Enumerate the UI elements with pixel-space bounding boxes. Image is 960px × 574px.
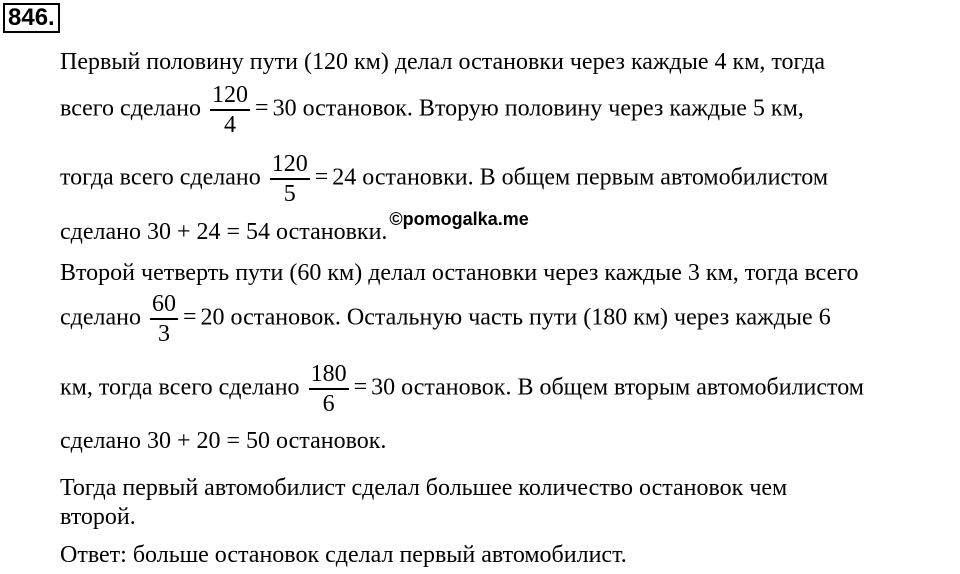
p1-line-1: Первый половину пути (120 км) делал остановки через каждые 4 км, тогда xyxy=(60,49,826,75)
fraction-120-4 xyxy=(210,81,250,139)
p2-line-4: сделано 30 + 20 = 50 остановок. xyxy=(60,428,387,454)
problem-number: 846. xyxy=(3,3,60,33)
p1-line-3 xyxy=(60,150,828,208)
p2-line-2-after: остановок. Остальную часть пути (180 км) через каждые 6 xyxy=(230,304,831,331)
p2-line-3-after: остановок. В общем вторым автомобилистом xyxy=(401,374,864,401)
denominator: 3 xyxy=(158,320,170,347)
equals-sign: = xyxy=(255,95,269,122)
p2-line-1: Второй четверть пути (60 км) делал остановки через каждые 3 км, тогда всего xyxy=(60,260,859,286)
p1-line-4 xyxy=(60,209,529,247)
fraction-120-5 xyxy=(270,150,310,208)
numerator: 60 xyxy=(152,291,176,317)
fraction-result: 20 xyxy=(200,304,225,331)
denominator: 4 xyxy=(224,111,237,138)
p2-line-3 xyxy=(60,360,864,418)
numerator: 120 xyxy=(271,151,308,177)
equals-sign: = xyxy=(314,164,329,191)
equals-sign: = xyxy=(183,304,197,331)
fraction-60-3 xyxy=(150,290,178,348)
p2-line-2-before: сделано xyxy=(60,304,141,331)
p1-line-2 xyxy=(60,81,804,139)
numerator: 120 xyxy=(212,82,249,108)
fraction-180-6 xyxy=(309,360,349,418)
p3-line-1: Тогда первый автомобилист сделал большее количество остановок чем xyxy=(60,475,788,501)
p3-line-2: второй. xyxy=(60,504,136,530)
fraction-result: 30 xyxy=(272,95,297,122)
fraction-result: 24 xyxy=(332,164,357,191)
answer-line: Ответ: больше остановок сделал первый автомобилист. xyxy=(60,542,627,568)
equals-sign: = xyxy=(353,374,368,401)
p2-line-3-before: км, тогда всего сделано xyxy=(60,374,300,401)
denominator: 6 xyxy=(322,390,335,417)
p1-line-2-after: остановок. Вторую половину через каждые 5 км, xyxy=(302,95,804,122)
p1-line-3-after: остановки. В общем первым автомобилистом xyxy=(362,164,829,191)
p1-line-2-before: всего сделано xyxy=(60,95,202,122)
numerator: 180 xyxy=(310,361,347,387)
p1-line-4-text: сделано 30 + 24 = 54 остановки. xyxy=(60,219,388,245)
denominator: 5 xyxy=(283,180,296,207)
p2-line-2 xyxy=(60,290,831,348)
p1-line-3-before: тогда всего сделано xyxy=(60,164,261,191)
watermark: ©pomogalka.me xyxy=(389,209,529,229)
fraction-result: 30 xyxy=(371,374,396,401)
